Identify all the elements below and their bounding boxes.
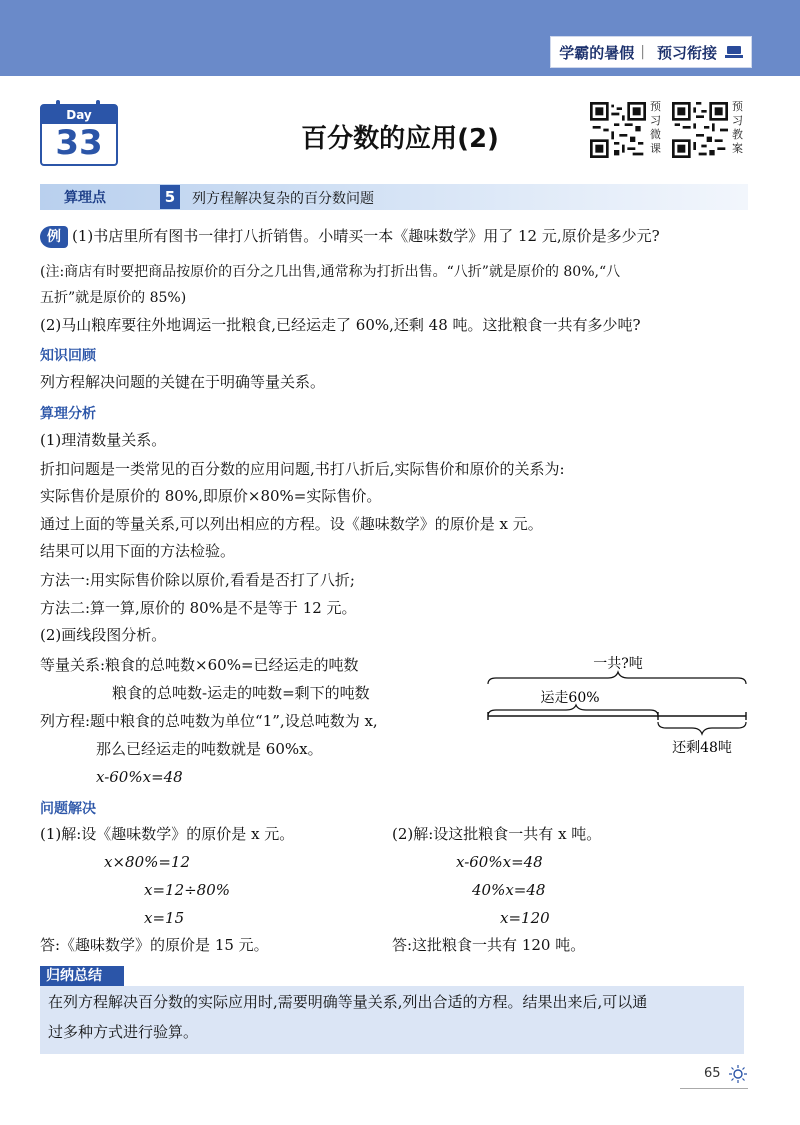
example-question-2: (2)马山粮库要往外地调运一批粮食,已经运走了 60%,还剩 48 吨。这批粮食一共有多少吨? — [40, 316, 641, 334]
solution-left-line: x=12÷80% — [144, 881, 231, 899]
example-badge: 例 — [40, 226, 68, 248]
page-number: 65 — [704, 1066, 721, 1081]
summary-tag: 归纳总结 — [40, 966, 124, 986]
summary-box — [40, 986, 744, 1054]
line-segment-diagram — [480, 650, 760, 760]
solution-right-line: (2)解:设这批粮食一共有 x 吨。 — [392, 825, 602, 843]
example-question-1 — [40, 226, 660, 248]
summary-line-1: 在列方程解决百分数的实际应用时,需要明确等量关系,列出合适的方程。结果出来后,可以通 — [48, 993, 648, 1011]
day-number: 33 — [55, 123, 103, 163]
analysis-line: 方法一:用实际售价除以原价,看看是否打了八折; — [40, 571, 355, 589]
analysis-line: 列方程:题中粮食的总吨数为单位“1”,设总吨数为 x, — [40, 712, 378, 730]
analysis-line: 方法二:算一算,原价的 80%是不是等于 12 元。 — [40, 599, 357, 617]
analysis-line: 等量关系:粮食的总吨数×60%=已经运走的吨数 — [40, 656, 359, 674]
section-label: 算理点 — [64, 190, 106, 206]
analysis-line: 结果可以用下面的方法检验。 — [40, 542, 236, 560]
qr-label-preview-lesson: 预习微课 — [650, 100, 661, 155]
analysis-line: 那么已经运走的吨数就是 60%x。 — [96, 740, 323, 758]
solution-heading: 问题解决 — [40, 801, 96, 817]
calendar-ring-icon — [56, 100, 60, 110]
separator: | — [640, 44, 645, 60]
diagram-remain-label: 还剩48吨 — [672, 740, 732, 756]
day-badge — [40, 104, 118, 166]
diagram-total-label: 一共?吨 — [593, 656, 643, 672]
review-text: 列方程解决问题的关键在于明确等量关系。 — [40, 373, 326, 391]
solution-right-line: x-60%x=48 — [456, 853, 543, 871]
solution-right-answer: 答:这批粮食一共有 120 吨。 — [392, 936, 586, 954]
series-subtitle: 预习衔接 — [656, 43, 717, 62]
analysis-heading: 算理分析 — [40, 406, 96, 422]
section-header — [40, 184, 748, 210]
analysis-line: 粮食的总吨数-运走的吨数=剩下的吨数 — [112, 684, 370, 702]
example-note-line-1: (注:商店有时要把商品按原价的百分之几出售,通常称为打折出售。“八折”就是原价的 80%,“八 — [40, 264, 621, 280]
analysis-line: 折扣问题是一类常见的百分数的应用问题,书打八折后,实际售价和原价的关系为: — [40, 460, 565, 478]
example-q1-text: (1)书店里所有图书一律打八折销售。小晴买一本《趣味数学》用了 12 元,原价是多少元? — [72, 227, 660, 245]
page-title: 百分数的应用(2) — [301, 124, 499, 154]
example-note-line-2: 五折”就是原价的 85%) — [40, 290, 187, 306]
remain-brace — [658, 722, 746, 734]
qr-code-preview-lesson[interactable] — [590, 102, 646, 158]
solution-left-line: x×80%=12 — [104, 853, 191, 871]
series-title: 学霸的暑假 — [559, 43, 635, 62]
total-brace — [488, 672, 746, 684]
review-heading: 知识回顾 — [40, 348, 96, 364]
top-banner — [0, 0, 800, 76]
day-label: Day — [42, 106, 116, 124]
summary-line-2: 过多种方式进行验算。 — [48, 1023, 199, 1041]
moved-brace — [488, 705, 658, 716]
analysis-line: (1)理清数量关系。 — [40, 431, 167, 449]
solution-right-line: 40%x=48 — [472, 881, 546, 899]
solution-left-line: x=15 — [144, 909, 185, 927]
section-text: 列方程解决复杂的百分数问题 — [192, 191, 374, 207]
section-number: 5 — [160, 185, 180, 209]
series-label-box — [550, 36, 752, 68]
analysis-line: 通过上面的等量关系,可以列出相应的方程。设《趣味数学》的原价是 x 元。 — [40, 515, 543, 533]
qr-label-preview-plan: 预习教案 — [732, 100, 743, 155]
analysis-line: (2)画线段图分析。 — [40, 626, 167, 644]
laptop-icon — [725, 46, 743, 58]
calendar-ring-icon — [96, 100, 100, 110]
analysis-line: 实际售价是原价的 80%,即原价×80%=实际售价。 — [40, 487, 382, 505]
solution-left-answer: 答:《趣味数学》的原价是 15 元。 — [40, 936, 269, 954]
analysis-equation: x-60%x=48 — [96, 768, 183, 786]
diagram-moved-label: 运走60% — [540, 690, 600, 706]
solution-left-line: (1)解:设《趣味数学》的原价是 x 元。 — [40, 825, 295, 843]
solution-right-line: x=120 — [500, 909, 550, 927]
page-number-rule — [680, 1088, 748, 1089]
sun-icon — [728, 1064, 748, 1084]
qr-code-preview-plan[interactable] — [672, 102, 728, 158]
